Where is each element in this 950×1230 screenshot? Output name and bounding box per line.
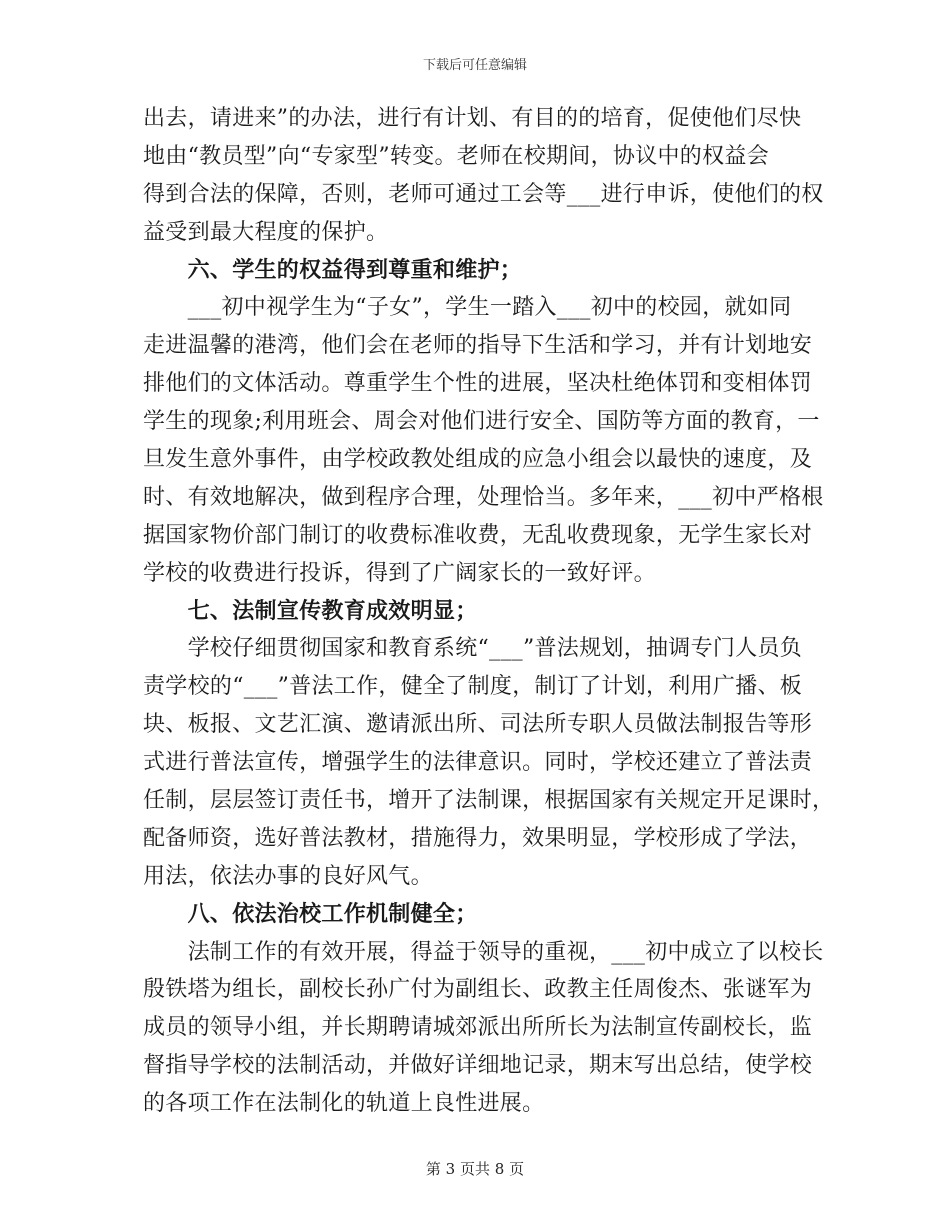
text-line: 殷铁塔为组长，副校长孙广付为副组长、政教主任周俊杰、张谜军为 (143, 977, 813, 1003)
text-line: 用法，依法办事的良好风气。 (143, 863, 433, 889)
section-heading: 六、学生的权益得到尊重和维护； (143, 256, 523, 283)
text-line: 走进温馨的港湾，他们会在老师的指导下生活和学习，并有计划地安 (143, 333, 813, 359)
text-line: 学校的收费进行投诉，得到了广阔家长的一致好评。 (143, 560, 656, 586)
page-footer: 第 3 页共 8 页 (425, 1160, 525, 1178)
text-line: 旦发生意外事件，由学校政教处组成的应急小组会以最快的速度，及 (143, 447, 813, 473)
text-line: 配备师资，选好普法教材，措施得力，效果明显，学校形成了学法， (143, 825, 813, 851)
text-line: 益受到最大程度的保护。 (143, 219, 389, 245)
text-line: 据国家物价部门制订的收费标准收费，无乱收费现象，无学生家长对 (143, 522, 813, 548)
section-heading: 八、依法治校工作机制健全； (143, 900, 478, 927)
text-line: 地由“教员型”向“专家型”转变。老师在校期间，协议中的权益会 (143, 143, 769, 169)
text-line: 任制，层层签订责任书，增开了法制课，根据国家有关规定开足课时， (143, 788, 835, 814)
text-line: 督指导学校的法制活动，并做好详细地记录，期末写出总结，使学校 (143, 1053, 813, 1079)
text-line: ___初中视学生为“子女”，学生一踏入___初中的校园，就如同 (143, 295, 792, 321)
text-line: 出去，请进来”的办法，进行有计划、有目的的培育，促使他们尽快 (143, 106, 802, 131)
text-line: 式进行普法宣传，增强学生的法律意识。同时，学校还建立了普法责 (143, 750, 813, 776)
text-line: 排他们的文体活动。尊重学生个性的进展，坚决杜绝体罚和变相体罚 (143, 371, 813, 397)
text-line: 的各项工作在法制化的轨道上良性进展。 (143, 1091, 545, 1117)
text-line: 学校仔细贯彻国家和教育系统“___”普法规划，抽调专门人员负 (143, 636, 803, 662)
document-body (143, 100, 835, 1123)
text-line: 时、有效地解决，做到程序合理，处理恰当。多年来，___初中严格根 (143, 484, 824, 510)
page-header: 下载后可任意编辑 (422, 58, 527, 73)
text-line: 学生的现象;利用班会、周会对他们进行安全、国防等方面的教育，一 (143, 409, 820, 435)
text-line: 得到合法的保障，否则，老师可通过工会等___进行申诉，使他们的权 (143, 181, 824, 207)
text-line: 成员的领导小组，并长期聘请城郊派出所所长为法制宣传副校长，监 (143, 1015, 813, 1041)
text-line: 块、板报、文艺汇演、邀请派出所、司法所专职人员做法制报告等形 (143, 712, 813, 738)
text-line: 责学校的“___”普法工作，健全了制度，制订了计划，利用广播、板 (143, 674, 803, 700)
section-heading: 七、法制宣传教育成效明显； (143, 597, 478, 624)
text-line: 法制工作的有效开展，得益于领导的重视，___初中成立了以校长 (143, 939, 824, 965)
